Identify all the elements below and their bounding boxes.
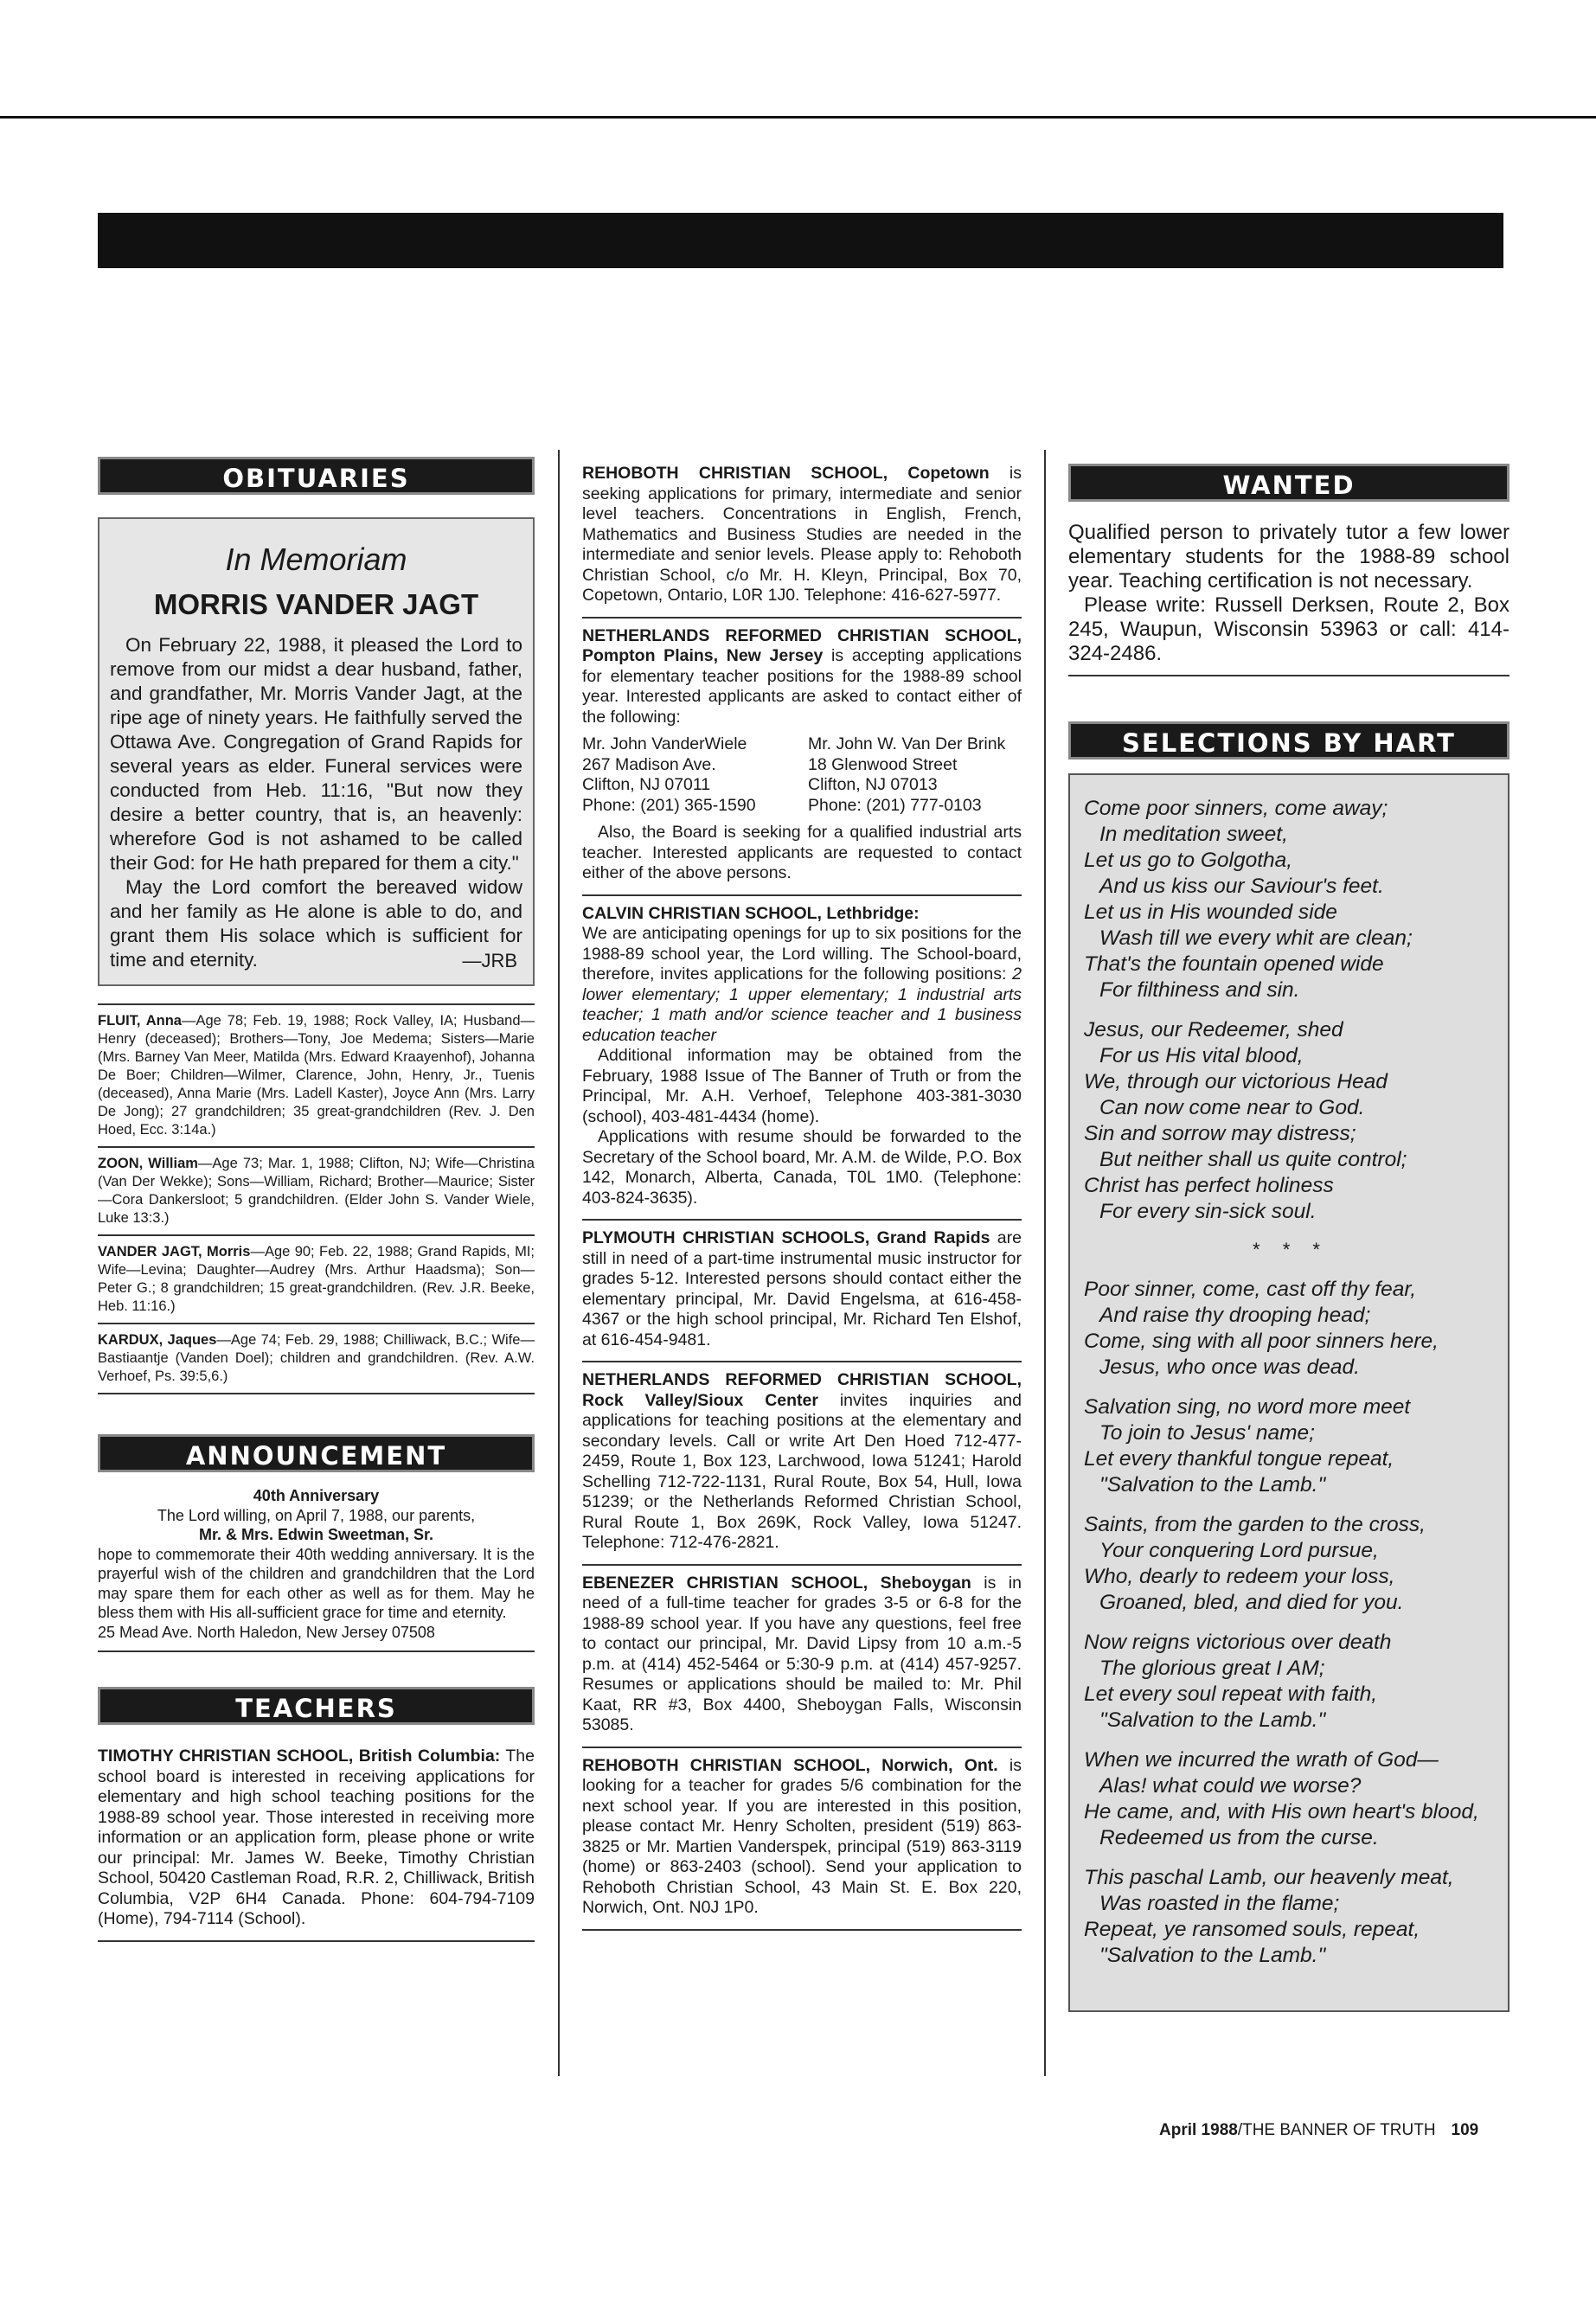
column-middle [582, 464, 1022, 1931]
ad-text: is accepting applications for elementary teacher positions for the 1988-89 school year. Interested applicants are asked to contact either of the following: [582, 646, 1022, 727]
obituary-name: KARDUX, Jaques [98, 1332, 217, 1348]
obituary-text: —Age 74; Feb. 29, 1988; Chilliwack, B.C.; Wife—Bastiaantje (Vanden Doel); children and grandchildren. (Rev. A.W. Verhoef, Ps. 39:5,6.) [98, 1332, 535, 1384]
obituaries-title: OBITUARIES [98, 457, 535, 495]
wanted-paragraph: Qualified person to privately tutor a few lower elementary students for the 1988-89 school year. Teaching certification is not necessary. [1068, 521, 1509, 593]
wanted-body [1068, 516, 1509, 676]
poem-line: Christ has perfect holiness [1084, 1174, 1334, 1197]
spacer [98, 1394, 535, 1434]
contact-line: Phone: (201) 365-1590 [582, 795, 756, 815]
ad-netherlands-pompton [582, 619, 1022, 896]
obituary-entry [98, 1148, 535, 1236]
poem-line: This paschal Lamb, our heavenly meat, [1084, 1866, 1454, 1889]
poem-line: Who, dearly to redeem your loss, [1084, 1565, 1395, 1588]
page-footer [1159, 2121, 1478, 2140]
obituary-text: —Age 90; Feb. 22, 1988; Grand Rapids, MI; Wife—Levina; Daughter—Audrey (Mrs. Arthur Haadsma); Son—Peter G.; 8 grandchildren; 15 great-grandchildren. (Rev. J.R. Beeke, Heb. 11:16.) [98, 1244, 535, 1314]
poem-line: Groaned, bled, and died for you. [1099, 1591, 1404, 1614]
poem-line: "Salvation to the Lamb." [1099, 1473, 1326, 1497]
poem-line: For every sin-sick soul. [1099, 1200, 1317, 1223]
obituary-name: ZOON, William [98, 1156, 198, 1171]
poem-line: Alas! what could we worse? [1099, 1774, 1362, 1798]
spacer [98, 1652, 535, 1687]
teachers-title: TEACHERS [98, 1687, 535, 1725]
poem-stanza-8 [1084, 1865, 1497, 1969]
contact-2 [808, 734, 1022, 816]
memoriam-paragraph-2: May the Lord comfort the bereaved widow and her family as He alone is able to do, and grant them His solace which is sufficient for time and eternity. [110, 876, 522, 971]
poem-line: Saints, from the garden to the cross, [1084, 1513, 1426, 1536]
memoriam-signature: —JRB [462, 950, 517, 971]
poem-stanza-5 [1084, 1512, 1497, 1616]
ad-rehoboth-norwich [582, 1748, 1022, 1931]
poem-line: But neither shall us quite control; [1099, 1148, 1407, 1171]
ad-calvin [582, 896, 1022, 1221]
poem-line: Can now come near to God. [1099, 1096, 1365, 1119]
ad-heading: CALVIN CHRISTIAN SCHOOL, Lethbridge: [582, 903, 920, 923]
poem-line: Let every soul repeat with faith, [1084, 1682, 1378, 1706]
contact-line: 18 Glenwood Street [808, 754, 958, 774]
poem-stanza-1 [1084, 796, 1497, 1003]
poem-line: Jesus, our Redeemer, shed [1084, 1018, 1343, 1042]
footer-publication: /THE BANNER OF TRUTH [1237, 2121, 1436, 2139]
announcement-line: The Lord willing, on April 7, 1988, our parents, [157, 1506, 476, 1524]
poem-stanza-3 [1084, 1277, 1497, 1381]
ad-text: invites inquiries and applications for teaching positions at the elementary and secondary levels. Call or write Art Den Hoed 712-477-2459, Route 1, Box 123, Larchwood, Iowa 51241; Harold Schelling 712-722-1131, Rural Route, Box 54, Hull, Iowa 51239; or the Netherlands Reformed Christian School, Rural Route 1, Box 269K, Rock Valley, Iowa 51247. Telephone: 712-476-2821. [582, 1390, 1022, 1552]
obituary-name: VANDER JAGT, Morris [98, 1244, 251, 1259]
poem-stanza-2 [1084, 1017, 1497, 1225]
announcement-body [98, 1486, 535, 1652]
poem-line: Come, sing with all poor sinners here, [1084, 1330, 1439, 1353]
footer-date: April 1988 [1159, 2121, 1238, 2139]
announcement-text: hope to commemorate their 40th wedding anniversary. It is the prayerful wish of the children and grandchildren that the Lord may spare them for each other as well as for them. May he bless them with His all-sufficient grace for time and eternity. [98, 1545, 535, 1621]
poem-line: Sin and sorrow may distress; [1084, 1122, 1356, 1145]
obituary-name: FLUIT, Anna [98, 1013, 182, 1029]
announcement-names: Mr. & Mrs. Edwin Sweetman, Sr. [198, 1526, 434, 1543]
top-rule [0, 116, 1596, 119]
announcement-address: 25 Mead Ave. North Haledon, New Jersey 07508 [98, 1623, 435, 1641]
poem-line: Your conquering Lord pursue, [1099, 1539, 1379, 1562]
ad-text: are still in need of a part-time instrumental music instructor for grades 5-12. Interested persons should contact either the elementary principal, Mr. David Engelsma, at 616-458-4367 or the high school principal, Mr. Richard Ten Elshof, at 616-454-9481. [582, 1228, 1022, 1349]
ad-heading: NETHERLANDS REFORMED CHRISTIAN SCHOOL, Pompton Plains, New Jersey [582, 625, 1022, 665]
poem-line: For us His vital blood, [1099, 1044, 1304, 1067]
poem-line: Let us in His wounded side [1084, 901, 1337, 924]
poem-line: Redeemed us from the curse. [1099, 1826, 1379, 1849]
ad-heading: REHOBOTH CHRISTIAN SCHOOL, Copetown [582, 464, 990, 483]
column-divider-1 [558, 450, 560, 2076]
contact-line: 267 Madison Ave. [582, 754, 716, 774]
poem-line: For filthiness and sin. [1099, 978, 1300, 1002]
poem-line: The glorious great I AM; [1099, 1657, 1325, 1680]
poem-line: In meditation sweet, [1099, 823, 1288, 846]
poem-line: "Salvation to the Lamb." [1099, 1944, 1326, 1967]
obituary-entry [98, 1236, 535, 1324]
memoriam-name: MORRIS VANDER JAGT [153, 588, 479, 620]
poem-line: And raise thy drooping head; [1099, 1304, 1371, 1327]
poem-line: Was roasted in the flame; [1099, 1892, 1340, 1915]
ad-heading: TIMOTHY CHRISTIAN SCHOOL, British Columbia: [98, 1747, 501, 1766]
contact-grid [582, 734, 1022, 816]
poem-line: Come poor sinners, come away; [1084, 797, 1388, 820]
poem-line: To join to Jesus' name; [1099, 1421, 1315, 1445]
obituary-entry [98, 1005, 535, 1148]
poem-line: Repeat, ye ransomed souls, repeat, [1084, 1918, 1420, 1941]
poem-line: We, through our victorious Head [1084, 1070, 1388, 1093]
ad-heading: PLYMOUTH CHRISTIAN SCHOOLS, Grand Rapids [582, 1228, 990, 1247]
poem-line: Salvation sing, no word more meet [1084, 1395, 1411, 1419]
poem-line: Wash till we every whit are clean; [1099, 926, 1413, 950]
poem-line: That's the fountain opened wide [1084, 952, 1384, 976]
obituary-text: —Age 73; Mar. 1, 1988; Clifton, NJ; Wife—Christina (Van Der Wekke); Sons—William, Richard; Brother—Maurice; Sister—Cora Dankersloot; 5 grandchildren. (Elder John S. Vander Wiele, Luke 13:3.) [98, 1156, 535, 1226]
column-right [1068, 464, 1509, 2012]
wanted-paragraph: Please write: Russell Derksen, Route 2, Box 245, Waupun, Wisconsin 53963 or call: 414-324-2486. [1068, 593, 1509, 665]
ad-heading: REHOBOTH CHRISTIAN SCHOOL, Norwich, Ont. [582, 1755, 998, 1775]
ad-text: is in need of a full-time teacher for grades 3-5 or 6-8 for the 1988-89 school year. If you have any questions, feel free to contact our principal, Mr. David Lipsy from 10 a.m.-5 p.m. at (414) 452-5464 or 5:30-9 p.m. at (414) 457-9257. Resumes or applications should be mailed to: Mr. Phil Kaat, RR #3, Box 4400, Sheboygan Falls, Wisconsin 53085. [582, 1573, 1022, 1734]
ad-heading: EBENEZER CHRISTIAN SCHOOL, Sheboygan [582, 1573, 971, 1593]
poem-line: Jesus, who once was dead. [1099, 1356, 1360, 1379]
ad-ebenezer [582, 1566, 1022, 1748]
hart-title: SELECTIONS BY HART [1068, 721, 1509, 760]
poem-stanza-7 [1084, 1747, 1497, 1851]
poem-line: When we incurred the wrath of God— [1084, 1748, 1439, 1772]
ad-text: is looking for a teacher for grades 5/6 combination for the next school year. If you are interested in this position, please contact Mr. Henry Scholten, president (519) 863-3825 or Mr. Martien Vanderspek, principal (519) 863-3119 (home) or 863-2403 (school). Send your application to Rehoboth Christian School, 43 Main St. E. Box 220, Norwich, Ont. N0J 1P0. [582, 1755, 1022, 1917]
ad-text: Also, the Board is seeking for a qualified industrial arts teacher. Interested applicants are requested to contact either of the above persons. [582, 823, 1022, 882]
contact-1 [582, 734, 796, 816]
ad-text: Applications with resume should be forwarded to the Secretary of the School board, Mr. A.M. de Wilde, P.O. Box 142, Monarch, Alberta, Canada, T0L 1M0. (Telephone: 403-824-3635). [582, 1127, 1022, 1208]
ad-plymouth [582, 1221, 1022, 1362]
ad-heading: NETHERLANDS REFORMED CHRISTIAN SCHOOL, Rock Valley/Sioux Center [582, 1370, 1022, 1410]
announcement-heading: 40th Anniversary [253, 1487, 380, 1504]
column-left [98, 457, 535, 1942]
ad-timothy [98, 1739, 535, 1942]
page-number: 109 [1451, 2121, 1479, 2139]
memoriam-paragraph-1: On February 22, 1988, it pleased the Lord to remove from our midst a dear husband, father, and grandfather, Mr. Morris Vander Jagt, at the ripe age of ninety years. He faithfully served the Ottawa Ave. Congregation of Grand Rapids for several years as elder. Funeral services were conducted from Heb. 11:16, "But now they desire a better country, that is, an heavenly: wherefore God is not ashamed to be called their God: for He hath prepared for them a city." [110, 634, 522, 874]
poem-separator: * * * [1253, 1239, 1329, 1260]
ad-text: Additional information may be obtained from the February, 1988 Issue of The Banner of Truth or from the Principal, Mr. A.H. Verhoef, Telephone 403-381-3030 (school), 403-481-4434 (home). [582, 1046, 1022, 1126]
hart-box [1068, 773, 1509, 2012]
contact-line: Mr. John W. Van Der Brink [808, 734, 1006, 753]
announcement-title: ANNOUNCEMENT [98, 1434, 535, 1472]
ad-rehoboth-copetown [582, 464, 1022, 619]
memoriam-heading: In Memoriam [225, 542, 407, 577]
poem-line: Now reigns victorious over death [1084, 1631, 1392, 1654]
ad-positions: 2 lower elementary; 1 upper elementary; 1 industrial arts teacher; 1 math and/or science teacher and 1 business education teacher [582, 965, 1022, 1045]
contact-line: Mr. John VanderWiele [582, 734, 747, 753]
header-bar [98, 213, 1503, 268]
ad-netherlands-rockvalley [582, 1362, 1022, 1566]
poem-line: Poor sinner, come, cast off thy fear, [1084, 1278, 1417, 1301]
wanted-title: WANTED [1068, 464, 1509, 502]
poem-line: He came, and, with His own heart's blood, [1084, 1800, 1479, 1823]
memoriam-box [98, 517, 535, 986]
poem-stanza-4 [1084, 1394, 1497, 1498]
ad-text: We are anticipating openings for up to six positions for the 1988-89 school year, the Lord willing. The School-board, therefore, invites applications for the following positions: [582, 924, 1022, 984]
obituary-entry [98, 1324, 535, 1394]
poem-line: And us kiss our Saviour's feet. [1099, 875, 1384, 898]
obituary-text: —Age 78; Feb. 19, 1988; Rock Valley, IA; Husband—Henry (deceased); Brothers—Tony, Joe Medema; Sisters—Marie (Mrs. Barney Van Meer, Matilda (Mrs. Edward Kraayenhof), Johanna De Boer; Children—Wilmer, Clarence, John, Henry, Jr., Tuenis (deceased), Anna Marie (Mrs. Ladell Kaster), Joyce Ann (Mrs. Larry De Jong); 27 grandchildren; 35 great-grandchildren (Rev. J. Den Hoed, Ecc. 3:14a.) [98, 1013, 535, 1138]
poem-line: Let every thankful tongue repeat, [1084, 1447, 1394, 1471]
ad-text: The school board is interested in receiving applications for elementary and high school teaching positions for the 1988-89 school year. Those interested in receiving more information or an application form, please phone or write our principal: Mr. James W. Beeke, Timothy Christian School, 50420 Castleman Road, R.R. 2, Chilliwack, British Columbia, V2P 6H4 Canada. Phone: 604-794-7109 (Home), 794-7114 (School). [98, 1747, 535, 1928]
contact-line: Clifton, NJ 07011 [582, 775, 711, 794]
poem-line: "Salvation to the Lamb." [1099, 1708, 1326, 1732]
contact-line: Clifton, NJ 07013 [808, 775, 938, 794]
spacer [1068, 676, 1509, 721]
contact-line: Phone: (201) 777-0103 [808, 795, 982, 815]
ad-text: is seeking applications for primary, intermediate and senior level teachers. Concentrations in English, French, Mathematics and Business Studies are needed in the intermediate and senior levels. Please apply to: Rehoboth Christian School, c/o Mr. H. Kleyn, Principal, Box 70, Copetown, Ontario, L0R 1J0. Telephone: 416-627-5977. [582, 464, 1022, 605]
poem-line: Let us go to Golgotha, [1084, 849, 1293, 872]
divider [98, 986, 535, 1005]
poem-stanza-6 [1084, 1630, 1497, 1734]
column-divider-2 [1044, 450, 1046, 2076]
